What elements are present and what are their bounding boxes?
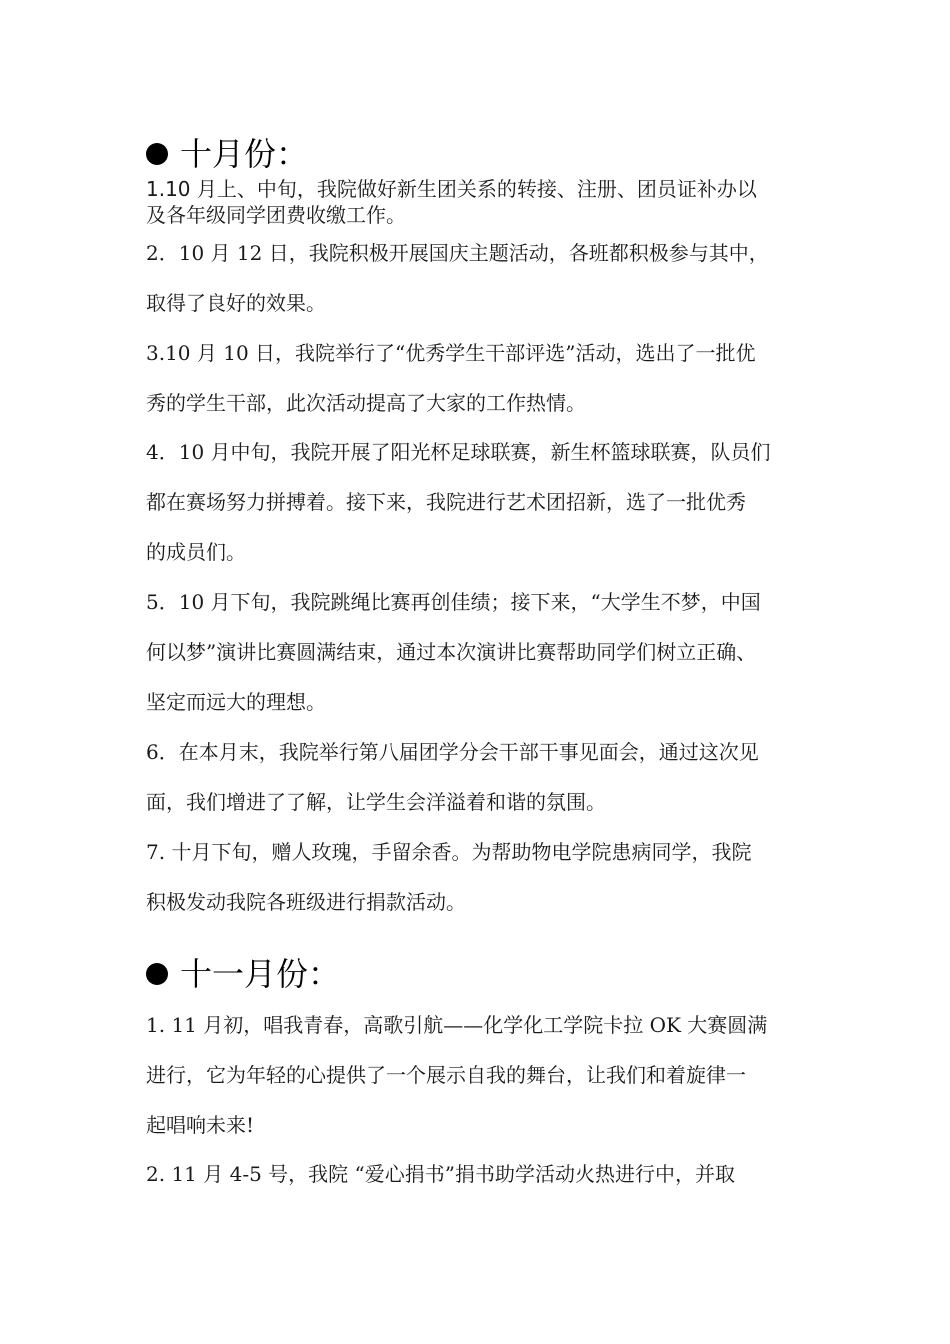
october-heading-text: 十月份：: [180, 135, 309, 173]
october-item-6: 6．在本月末，我院举行第八届团学分会干部干事见面会，通过这次见 面，我们增进了了解，让学生会洋溢着和谐的氛围。: [146, 740, 759, 814]
bullet-icon: [146, 963, 168, 985]
october-item-3: 3.10 月 10 日，我院举行了“优秀学生干部评选”活动，选出了一批优 秀的学生干部，此次活动提高了大家的工作热情。: [146, 341, 756, 415]
bullet-icon: [146, 143, 168, 165]
october-item-2: 2．10 月 12 日，我院积极开展国庆主题活动，各班都积极参与其中， 取得了良好的效果。: [146, 241, 769, 315]
november-item-2: 2. 11 月 4-5 号，我院 “爱心捐书”捐书助学活动火热进行中，并取: [146, 1162, 735, 1186]
section-heading-november: [146, 954, 340, 994]
november-item-1: 1. 11 月初，唱我青春，高歌引航——化学化工学院卡拉 OK 大赛圆满 进行，它为年轻的心提供了一个展示自我的舞台，让我们和着旋律一 起唱响未来!: [146, 1013, 768, 1137]
november-heading-text: 十一月份：: [180, 955, 341, 993]
october-item-1: 1.10 月上、中旬，我院做好新生团关系的转接、注册、团员证补办以 及各年级同学团费收缴工作。: [146, 177, 757, 227]
october-item-4: 4．10 月中旬，我院开展了阳光杯足球联赛，新生杯篮球联赛，队员们 都在赛场努力拼搏着。接下来，我院进行艺术团招新，选了一批优秀 的成员们。: [146, 440, 771, 564]
october-item-5: 5．10 月下旬，我院跳绳比赛再创佳绩；接下来，“大学生不梦，中国 何以梦”演讲比赛圆满结束，通过本次演讲比赛帮助同学们树立正确、 坚定而远大的理想。: [146, 590, 761, 714]
october-item-7: 7. 十月下旬，赠人玫瑰，手留余香。为帮助物电学院患病同学，我院 积极发动我院各班级进行捐款活动。: [146, 840, 752, 914]
section-heading-october: [146, 134, 308, 174]
